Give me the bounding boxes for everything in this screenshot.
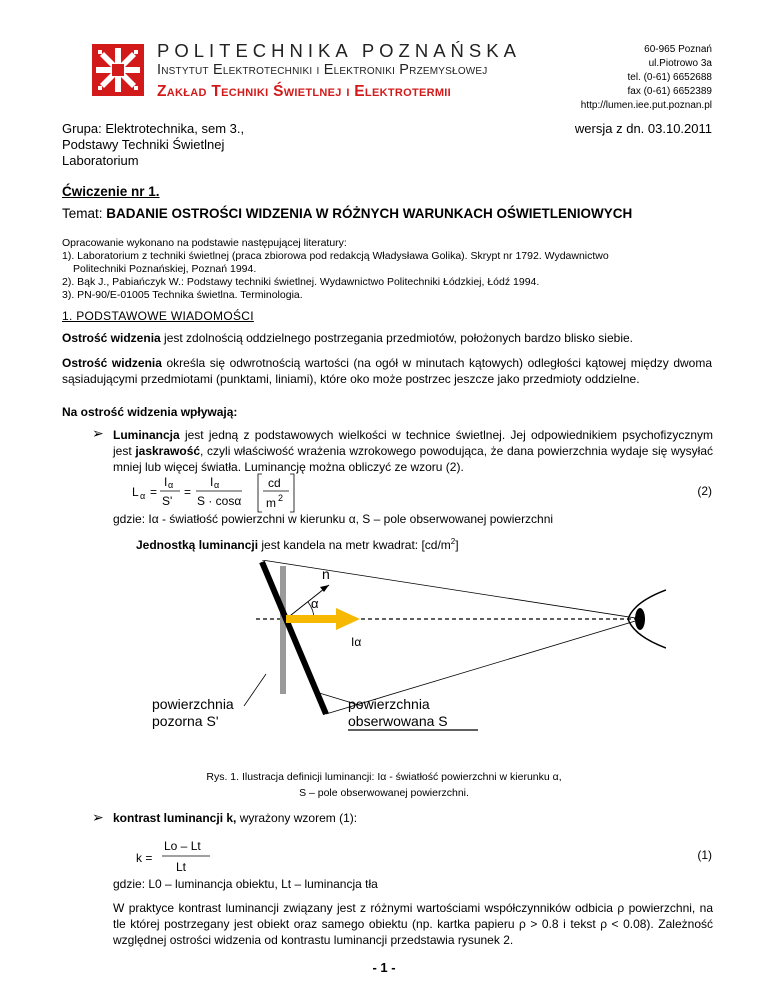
- bibliography: [62, 237, 712, 302]
- bullet-arrow-icon: ➢: [92, 425, 104, 441]
- term: Ostrość widzenia: [62, 356, 162, 370]
- eq-den2: S · cosα: [197, 494, 242, 508]
- eq-lhs: k =: [136, 851, 153, 865]
- paragraph-definition: [62, 330, 712, 346]
- text: określa się odwrotnością wartości (na ogół w minutach kątowych) odległości kątowej między dwoma sąsiadującymi przedmiotami (punktami, liniami), które oko może postrzec jeszcze jako przedmioty oddzielne.: [62, 356, 712, 386]
- university-logo: [92, 44, 144, 96]
- exercise-topic: [62, 206, 632, 221]
- eq-sign: =: [150, 485, 158, 499]
- bullet-arrow-icon: ➢: [92, 809, 104, 825]
- eq-numerator: Lo – Lt: [164, 839, 201, 853]
- eq-unit-den: m: [266, 496, 276, 510]
- course-line: Grupa: Elektrotechnika, sem 3.,: [62, 121, 245, 136]
- address-line: ul.Piotrowo 3a: [648, 58, 712, 69]
- eq-unit-exp: 2: [278, 493, 284, 503]
- biblio-item: 2). Bąk J., Pabiańczyk W.: Podstawy techniki świetlnej. Wydawnictwo Politechniki Łódzkiej, Łódź 1994.: [62, 276, 540, 288]
- eq-lhs-sub: α: [140, 491, 146, 501]
- eye-icon: [628, 590, 666, 648]
- eq-num1: I: [164, 475, 168, 489]
- term: jaskrawość: [135, 444, 201, 458]
- biblio-intro: Opracowanie wykonano na podstawie następującej literatury:: [62, 237, 347, 249]
- figure-caption: [0, 769, 768, 801]
- exponent: 2: [450, 537, 456, 546]
- biblio-item-cont: Politechniki Poznańskiej, Poznań 1994.: [73, 263, 257, 275]
- figure-luminance-illustration: [146, 560, 666, 770]
- caption-line: Rys. 1. Ilustracja definicji luminancji: Iα - światłość powierzchni w kierunku α,: [206, 771, 562, 783]
- observed-surface: [262, 562, 326, 714]
- term: Ostrość widzenia: [62, 331, 161, 345]
- equation-number: (1): [697, 848, 712, 862]
- term: Luminancja: [113, 428, 180, 442]
- unit-statement: [136, 537, 459, 552]
- version-date: wersja z dn. 03.10.2011: [574, 121, 712, 136]
- address-block: [581, 43, 712, 113]
- term: kontrast luminancji k,: [113, 811, 237, 825]
- equation-legend: gdzie: Iα - światłość powierzchni w kierunku α, S – pole obserwowanej powierzchni: [113, 512, 554, 526]
- text: ]: [455, 538, 459, 552]
- address-line: tel. (0-61) 6652688: [627, 72, 712, 83]
- address-line: 60-965 Poznań: [644, 44, 712, 55]
- topic-prefix: Temat:: [62, 206, 107, 221]
- apparent-surface: [280, 566, 286, 694]
- exercise-number: Ćwiczenie nr 1.: [62, 184, 160, 199]
- text: , czyli właściwość wrażenia wzrokowego powodująca, że dana powierzchnia wydaje się wysyłać mniej lub więcej światła. Luminancję można obliczyć ze wzoru (2).: [113, 444, 714, 474]
- label-alpha: α: [311, 596, 319, 611]
- paragraph-measure: [62, 355, 712, 387]
- factors-heading: Na ostrość widzenia wpływają:: [62, 405, 238, 419]
- equation-contrast: [136, 836, 256, 878]
- eq-num1-sub: α: [168, 480, 174, 490]
- term: Jednostką luminancji: [136, 538, 259, 552]
- label-observed-2: obserwowana S: [348, 713, 448, 729]
- equation-number: (2): [697, 484, 712, 498]
- eq-lhs: L: [132, 485, 139, 499]
- topic-title: BADANIE OSTROŚCI WIDZENIA W RÓŻNYCH WARUNKACH OŚWIETLENIOWYCH: [106, 206, 633, 221]
- course-line: Podstawy Techniki Świetlnej: [62, 137, 225, 152]
- section-title: 1. PODSTAWOWE WIADOMOŚCI: [62, 309, 254, 323]
- label-intensity: Iα: [351, 635, 362, 649]
- eq-unit-num: cd: [268, 476, 281, 490]
- eq-sign: =: [184, 485, 192, 499]
- website-link[interactable]: http://lumen.iee.put.poznan.pl: [580, 100, 712, 111]
- intensity-arrow: [286, 615, 338, 623]
- equation-luminance: [128, 470, 328, 514]
- eq-den1: S': [162, 494, 173, 508]
- bullet-luminance: [113, 427, 713, 475]
- eq-denominator: Lt: [176, 860, 187, 874]
- biblio-item: 3). PN-90/E-01005 Technika świetlna. Terminologia.: [62, 289, 303, 301]
- caption-line: S – pole obserwowanej powierzchni.: [299, 787, 469, 799]
- equation-legend: gdzie: L0 – luminancja obiektu, Lt – luminancja tła: [113, 877, 378, 891]
- course-info: [62, 121, 244, 169]
- bullet-contrast: [113, 811, 357, 825]
- text: jest jedną z podstawowych wielkości w technice świetlnej. Jej odpowiednikiem psychofizycznym jest: [113, 428, 713, 458]
- eq-num2: I: [210, 475, 214, 489]
- label-apparent-2: pozorna S': [152, 713, 219, 729]
- page-number: - 1 -: [372, 960, 396, 975]
- text: wyrażony wzorem (1):: [236, 811, 358, 825]
- label-apparent-1: powierzchnia: [152, 696, 234, 712]
- university-name: POLITECHNIKA POZNAŃSKA: [157, 40, 521, 61]
- label-observed-1: powierzchnia: [348, 696, 430, 712]
- paragraph-contrast: W praktyce kontrast luminancji związany jest z różnymi wartościami współczynników odbicia ρ powierzchni, na tle której postrzegany jest obiekt oraz samego obiektu (np. kartka papieru ρ > 0.8 i tekst ρ < 0.08). Zależność względnej ostrości widzenia od kontrastu luminancji przedstawia rysunek 2.: [113, 901, 713, 947]
- label-n: n: [322, 566, 330, 582]
- institute-name: Instytut Elektrotechniki i Elektroniki Przemysłowej: [157, 62, 488, 78]
- text: jest kandela na metr kwadrat: [cd/m: [258, 538, 451, 552]
- text: jest zdolnością oddzielnego postrzegania przedmiotów, położonych bardzo blisko siebie.: [160, 331, 633, 345]
- course-line: Laboratorium: [62, 153, 139, 168]
- ray-top: [262, 560, 642, 619]
- address-line: fax (0-61) 6652389: [627, 86, 712, 97]
- biblio-item: 1). Laboratorium z techniki świetlnej (praca zbiorowa pod redakcją Władysława Golika). Skrypt nr 1792. Wydawnictwo: [62, 250, 609, 262]
- eq-num2-sub: α: [214, 480, 220, 490]
- department-name: Zakład Techniki Świetlnej i Elektrotermii: [157, 83, 452, 100]
